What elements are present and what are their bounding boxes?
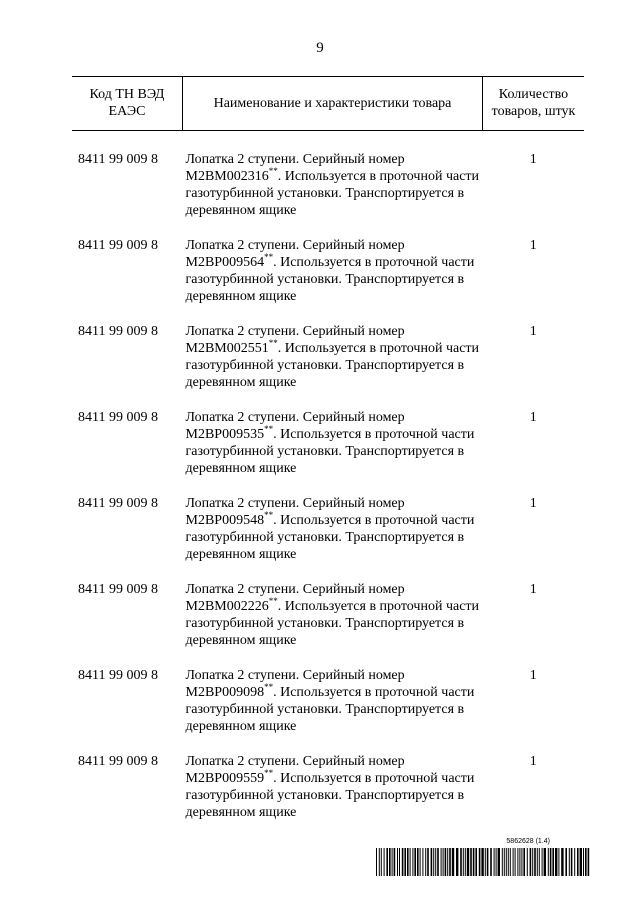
table-row xyxy=(72,409,584,495)
row-description xyxy=(183,753,483,839)
table-row xyxy=(72,323,584,409)
goods-table xyxy=(72,76,584,839)
footnote-mark: ** xyxy=(268,338,278,348)
row-quantity: 1 xyxy=(529,668,537,683)
footnote-mark: ** xyxy=(268,596,278,606)
row-description-end: . Используется в проточной части газотурбинной установки. Транспортируется в деревянном ящике xyxy=(185,255,475,304)
row-quantity: 1 xyxy=(529,410,537,425)
footnote-mark: ** xyxy=(264,424,274,434)
row-description-start: Лопатка 2 ступени. Серийный номер M2BM002551 xyxy=(185,324,405,356)
table-body xyxy=(72,131,584,840)
table-row xyxy=(72,581,584,667)
row-description-start: Лопатка 2 ступени. Серийный номер M2BM002316 xyxy=(185,152,405,184)
row-description-start: Лопатка 2 ступени. Серийный номер M2BP009564 xyxy=(185,238,405,270)
row-description-start: Лопатка 2 ступени. Серийный номер M2BP009098 xyxy=(185,668,405,700)
row-quantity: 1 xyxy=(529,324,537,339)
footnote-mark: ** xyxy=(264,252,274,262)
row-description-end: . Используется в проточной части газотурбинной установки. Транспортируется в деревянном ящике xyxy=(185,341,480,390)
row-description xyxy=(183,237,483,323)
row-description-end: . Используется в проточной части газотурбинной установки. Транспортируется в деревянном ящике xyxy=(185,427,475,476)
footnote-mark: ** xyxy=(268,166,278,176)
footnote-mark: ** xyxy=(264,682,274,692)
row-code: 8411 99 009 8 xyxy=(78,582,158,597)
row-description xyxy=(183,409,483,495)
barcode-icon xyxy=(376,848,590,876)
row-description xyxy=(183,151,483,237)
row-quantity: 1 xyxy=(529,582,537,597)
table-row xyxy=(72,237,584,323)
header-code: Код ТН ВЭД ЕАЭС xyxy=(72,77,183,131)
table-row xyxy=(72,667,584,753)
row-code: 8411 99 009 8 xyxy=(78,496,158,511)
row-description-end: . Используется в проточной части газотурбинной установки. Транспортируется в деревянном ящике xyxy=(185,599,480,648)
barcode-label: 5862628 (1.4) xyxy=(506,838,550,845)
row-description-start: Лопатка 2 ступени. Серийный номер M2BM002226 xyxy=(185,582,405,614)
row-code: 8411 99 009 8 xyxy=(78,324,158,339)
row-code: 8411 99 009 8 xyxy=(78,238,158,253)
row-description xyxy=(183,581,483,667)
row-description xyxy=(183,495,483,581)
row-description xyxy=(183,667,483,753)
page-number: 9 xyxy=(316,40,324,56)
row-description xyxy=(183,323,483,409)
header-quantity: Количество товаров, штук xyxy=(483,77,585,131)
header-name: Наименование и характеристики товара xyxy=(183,77,483,131)
row-code: 8411 99 009 8 xyxy=(78,152,158,167)
row-code: 8411 99 009 8 xyxy=(78,668,158,683)
table-header xyxy=(72,77,584,131)
row-description-end: . Используется в проточной части газотурбинной установки. Транспортируется в деревянном ящике xyxy=(185,685,475,734)
header-row xyxy=(72,77,584,131)
row-description-start: Лопатка 2 ступени. Серийный номер M2BP009548 xyxy=(185,496,405,528)
row-quantity: 1 xyxy=(529,152,537,167)
row-quantity: 1 xyxy=(529,238,537,253)
footnote-mark: ** xyxy=(264,510,274,520)
row-description-end: . Используется в проточной части газотурбинной установки. Транспортируется в деревянном ящике xyxy=(185,513,475,562)
table-spacer-row xyxy=(72,131,584,152)
row-description-end: . Используется в проточной части газотурбинной установки. Транспортируется в деревянном ящике xyxy=(185,771,475,820)
barcode-area xyxy=(376,838,590,878)
row-code: 8411 99 009 8 xyxy=(78,754,158,769)
row-description-start: Лопатка 2 ступени. Серийный номер M2BP009559 xyxy=(185,754,405,786)
row-code: 8411 99 009 8 xyxy=(78,410,158,425)
table-row xyxy=(72,495,584,581)
row-description-start: Лопатка 2 ступени. Серийный номер M2BP009535 xyxy=(185,410,405,442)
table-row xyxy=(72,151,584,237)
footnote-mark: ** xyxy=(264,768,274,778)
row-description-end: . Используется в проточной части газотурбинной установки. Транспортируется в деревянном ящике xyxy=(185,169,480,218)
row-quantity: 1 xyxy=(529,754,537,769)
row-quantity: 1 xyxy=(529,496,537,511)
table-row xyxy=(72,753,584,839)
